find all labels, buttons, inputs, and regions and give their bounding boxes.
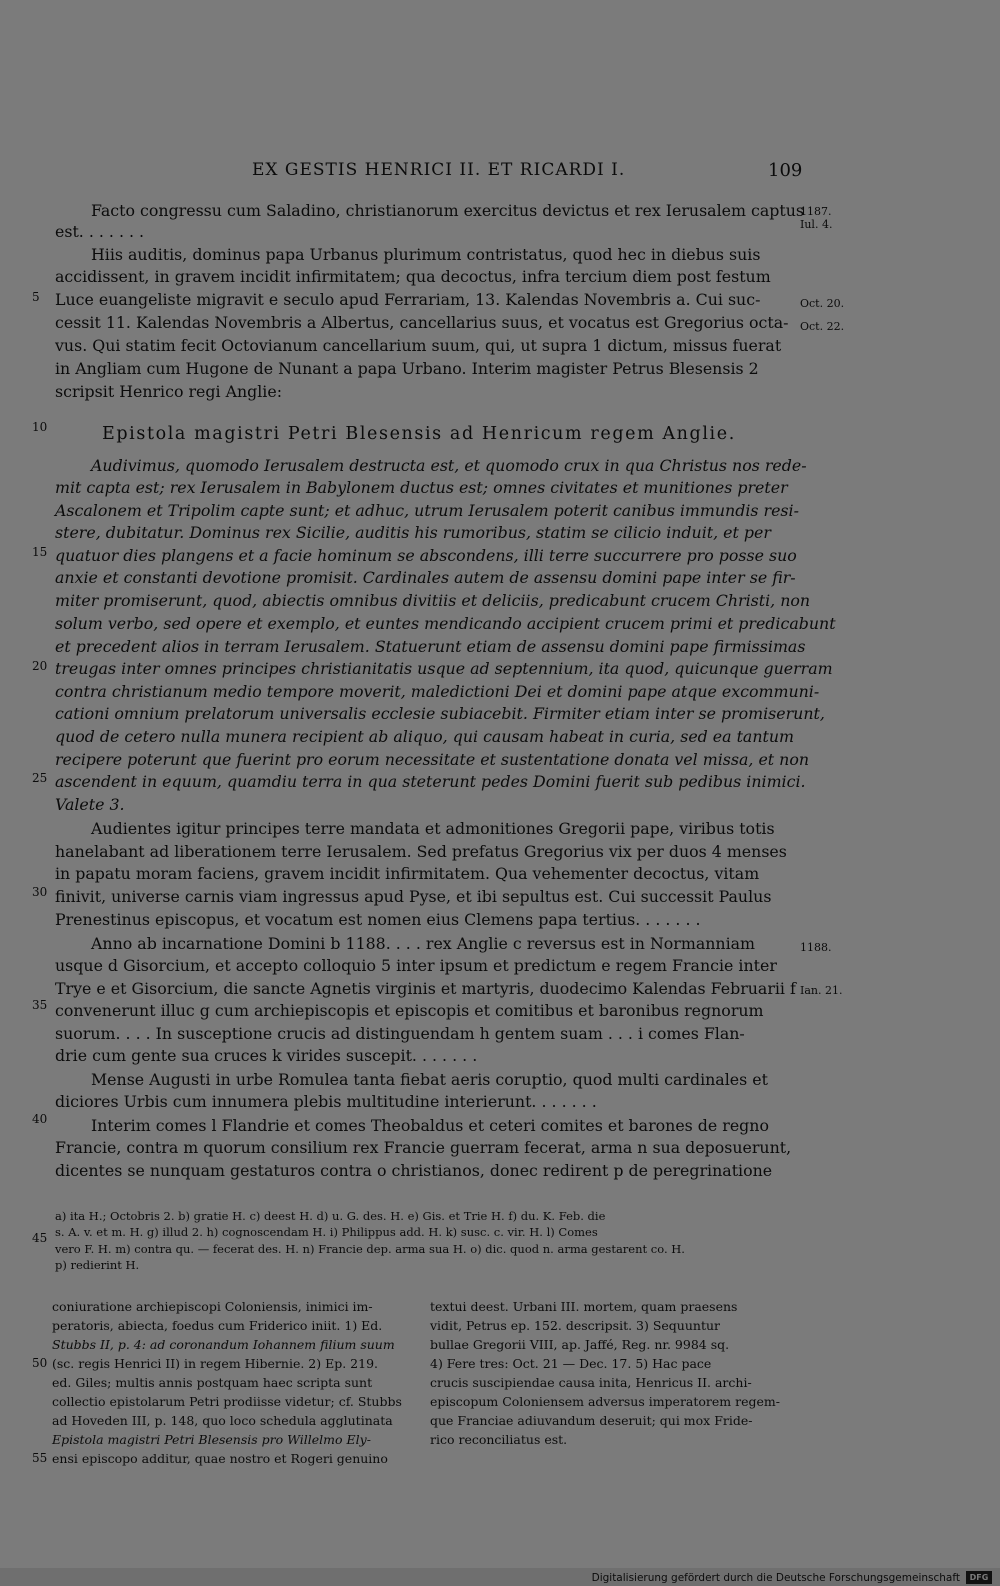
margin-date: 1188. <box>800 941 832 954</box>
text-line: in Angliam cum Hugone de Nunant a papa Urbano. Interim magister Petrus Blesensis 2 <box>55 359 759 378</box>
running-header <box>0 160 1000 190</box>
dfg-logo-icon: DFG <box>966 1571 992 1584</box>
text-line: finivit, universe carnis viam ingressus apud Pyse, et ibi sepultus est. Cui successit Paulus <box>55 887 772 906</box>
note-right-line: que Franciae adiuvandum deseruit; qui mox Fride- <box>430 1413 753 1428</box>
line-number: 50 <box>32 1356 48 1370</box>
text-line: cessit 11. Kalendas Novembris a Albertus, cancellarius suus, et vocatus est Gregorius octa- <box>55 313 789 332</box>
note-left-line: collectio epistolarum Petri prodiisse videtur; cf. Stubbs <box>52 1394 402 1409</box>
text-line: Francie, contra m quorum consilium rex Francie guerram fecerat, arma n sua deposuerunt, <box>55 1138 792 1157</box>
margin-date: 1187. <box>800 205 832 218</box>
note-right-line: rico reconciliatus est. <box>430 1432 568 1447</box>
line-number: 40 <box>32 1112 48 1126</box>
margin-date: Ian. 21. <box>800 984 843 997</box>
text-line: convenerunt illuc g cum archiepiscopis et episcopis et comitibus et baronibus regnorum <box>55 1001 764 1020</box>
note-left-line: (sc. regis Henrici II) in regem Hibernie. 2) Ep. 219. <box>52 1356 379 1371</box>
text-line: Anno ab incarnatione Domini b 1188. . . . rex Anglie c reversus est in Normanniam <box>91 934 756 953</box>
epistle-line: cationi omnium prelatorum universalis ecclesie subiacebit. Firmiter etiam inter se promiserunt, <box>55 704 825 723</box>
text-line: Facto congressu cum Saladino, christianorum exercitus devictus et rex Ierusalem captus <box>91 201 805 220</box>
text-line: in papatu moram faciens, gravem incidit infirmitatem. Qua vehementer decoctus, vitam <box>55 864 760 883</box>
apparatus-line: p) redierint H. <box>55 1258 140 1272</box>
line-number: 15 <box>32 545 48 559</box>
text-line: drie cum gente sua cruces k virides suscepit. . . . . . . <box>55 1046 478 1065</box>
note-left-line: coniuratione archiepiscopi Coloniensis, inimici im- <box>52 1299 373 1314</box>
text-line: Interim comes l Flandrie et comes Theobaldus et ceteri comites et barones de regno <box>91 1116 769 1135</box>
note-right-line: vidit, Petrus ep. 152. descripsit. 3) Sequuntur <box>430 1318 721 1333</box>
line-number: 55 <box>32 1451 48 1465</box>
note-left-line: Stubbs II, p. 4: ad coronandum Iohannem filium suum <box>52 1337 395 1352</box>
epistle-line: anxie et constanti devotione promisit. Cardinales autem de assensu domini pape inter se fir- <box>55 568 796 587</box>
line-number: 30 <box>32 885 48 899</box>
epistle-line: contra christianum medio tempore moverit, maledictioni Dei et domini pape atque excommuni- <box>55 682 820 701</box>
apparatus-line: s. A. v. et m. H. g) illud 2. h) cognoscendam H. i) Philippus add. H. k) susc. c. vir. H. l) Comes <box>55 1225 598 1239</box>
note-left-line: ad Hoveden III, p. 148, quo loco schedula agglutinata <box>52 1413 393 1428</box>
epistle-line: Audivimus, quomodo Ierusalem destructa est, et quomodo crux in qua Christus nos rede- <box>91 456 807 475</box>
text-line: Trye e et Gisorcium, die sancte Agnetis virginis et martyris, duodecimo Kalendas Februarii f <box>55 979 796 998</box>
note-left-line: ensi episcopo additur, quae nostro et Rogeri genuino <box>52 1451 388 1466</box>
epistle-line: Ascalonem et Tripolim capte sunt; et adhuc, utrum Ierusalem poterit canibus immundis resi- <box>55 501 799 520</box>
epistle-line: quatuor dies plangens et a facie hominum se abscondens, illi terre succurrere pro posse suo <box>55 546 797 565</box>
margin-date: Oct. 22. <box>800 320 845 333</box>
note-right-line: episcopum Coloniensem adversus imperatorem regem- <box>430 1394 780 1409</box>
line-number: 10 <box>32 420 48 434</box>
line-number: 25 <box>32 771 48 785</box>
note-right-line: 4) Fere tres: Oct. 21 — Dec. 17. 5) Hac pace <box>430 1356 712 1371</box>
running-title: EX GESTIS HENRICI II. ET RICARDI I. <box>252 160 626 180</box>
line-number: 5 <box>32 290 40 304</box>
epistle-line: recipere poterunt que fuerint pro eorum necessitate et sustentatione donata vel missa, et non <box>55 750 810 769</box>
note-right-line: bullae Gregorii VIII, ap. Jaffé, Reg. nr. 9984 sq. <box>430 1337 730 1352</box>
text-line: scripsit Henrico regi Anglie: <box>55 382 283 401</box>
text-line: accidissent, in gravem incidit infirmitatem; qua decoctus, infra tercium diem post festum <box>55 267 771 286</box>
text-line: Luce euangeliste migravit e seculo apud Ferrariam, 13. Kalendas Novembris a. Cui suc- <box>55 290 761 309</box>
text-line: suorum. . . . In susceptione crucis ad distinguendam h gentem suam . . . i comes Flan- <box>55 1024 745 1043</box>
epistle-line: quod de cetero nulla munera recipient ab aliquo, qui causam habeat in curia, sed ea tantum <box>55 727 795 746</box>
note-left-line: peratoris, abiecta, foedus cum Friderico iniit. 1) Ed. <box>52 1318 383 1333</box>
text-line: usque d Gisorcium, et accepto colloquio 5 inter ipsum et predictum e regem Francie inter <box>55 956 777 975</box>
apparatus-line: a) ita H.; Octobris 2. b) gratie H. c) deest H. d) u. G. des. H. e) Gis. et Trie H. f) du. K. Feb. die <box>55 1209 606 1223</box>
text-line: vus. Qui statim fecit Octovianum cancellarium suum, qui, ut supra 1 dictum, missus fuerat <box>55 336 782 355</box>
epistle-line: stere, dubitatur. Dominus rex Sicilie, auditis his rumoribus, statim se cilicio induit, et per <box>55 523 771 542</box>
text-line: Hiis auditis, dominus papa Urbanus plurimum contristatus, quod hec in diebus suis <box>91 245 761 264</box>
text-line: Mense Augusti in urbe Romulea tanta fiebat aeris coruptio, quod multi cardinales et <box>91 1070 768 1089</box>
note-left-line: Epistola magistri Petri Blesensis pro Willelmo Ely- <box>52 1432 371 1447</box>
epistle-line: solum verbo, sed opere et exemplo, et euntes mendicando accipient crucem primi et predicabunt <box>55 614 836 633</box>
text-line: dicentes se nunquam gestaturos contra o christianos, donec redirent p de peregrinatione <box>55 1161 773 1180</box>
text-line: diciores Urbis cum innumera plebis multitudine interierunt. . . . . . . <box>55 1092 597 1111</box>
epistle-line: ascendent in equum, quamdiu terra in qua steterunt pedes Domini fuerit sub pedibus inimici. <box>55 772 806 791</box>
text-line: est. . . . . . . <box>55 222 145 241</box>
apparatus-line: vero F. H. m) contra qu. — fecerat des. H. n) Francie dep. arma sua H. o) dic. quod n. arma gestarent co. H. <box>55 1242 685 1256</box>
text-line: Audientes igitur principes terre mandata et admonitiones Gregorii pape, viribus totis <box>91 819 775 838</box>
text-line: hanelabant ad liberationem terre Ierusalem. Sed prefatus Gregorius vix per duos 4 menses <box>55 842 787 861</box>
note-right-line: textui deest. Urbani III. mortem, quam praesens <box>430 1299 738 1314</box>
note-right-line: crucis suscipiendae causa inita, Henricus II. archi- <box>430 1375 752 1390</box>
epistle-line: mit capta est; rex Ierusalem in Babylonem ductus est; omnes civitates et munitiones preter <box>55 478 788 497</box>
funding-credit: Digitalisierung gefördert durch die Deutsche Forschungsgemeinschaft <box>591 1572 960 1584</box>
note-left-line: ed. Giles; multis annis postquam haec scripta sunt <box>52 1375 373 1390</box>
margin-date: Iul. 4. <box>800 218 833 231</box>
line-number: 35 <box>32 998 48 1012</box>
margin-date: Oct. 20. <box>800 297 845 310</box>
epistle-title: Epistola magistri Petri Blesensis ad Henricum regem Anglie. <box>102 424 736 444</box>
text-line: Prenestinus episcopus, et vocatum est nomen eius Clemens papa tertius. . . . . . . <box>55 910 701 929</box>
epistle-line: miter promiserunt, quod, abiectis omnibus divitiis et deliciis, predicabunt crucem Christi, non <box>55 591 811 610</box>
epistle-line: treugas inter omnes principes christianitatis usque ad septennium, ita quod, quicunque guerram <box>55 659 833 678</box>
epistle-line: Valete 3. <box>55 795 125 814</box>
epistle-line: et precedent alios in terram Ierusalem. Statuerunt etiam de assensu domini pape firmissimas <box>55 637 806 656</box>
line-number: 20 <box>32 659 48 673</box>
line-number: 45 <box>32 1231 48 1245</box>
page-number: 109 <box>768 160 803 181</box>
footer-bar <box>0 1568 1000 1586</box>
